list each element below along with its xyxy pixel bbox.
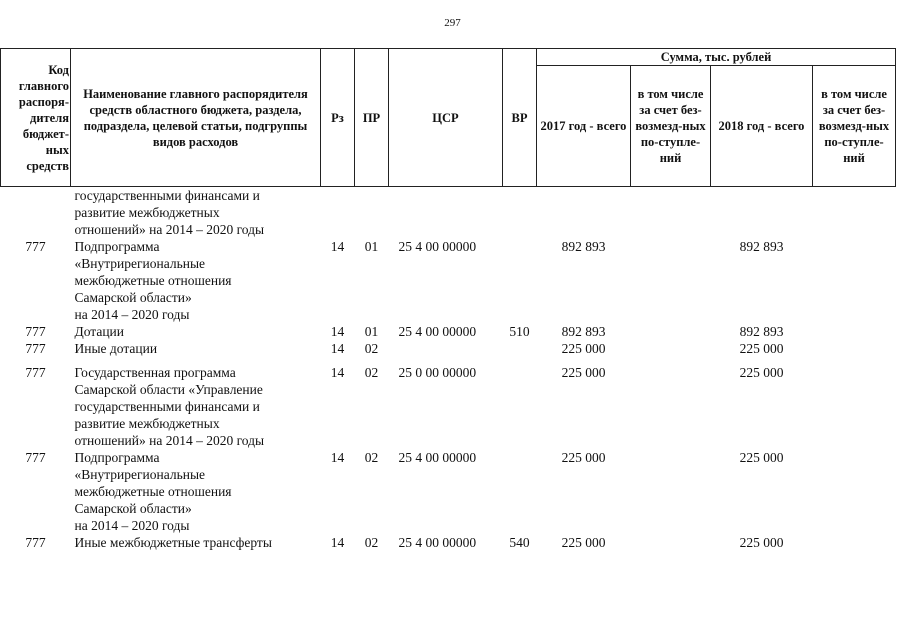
table-row	[1, 323, 896, 340]
cell-sum-2018: 225 000	[739, 450, 784, 465]
name-line: отношений» на 2014 – 2020 годы	[74, 222, 265, 237]
header-name: Наименование главного распорядителя средств областного бюджета, раздела, подраздела, целевой статьи, подгруппы видов расходов	[71, 49, 321, 187]
cell-incl-2018	[813, 238, 896, 323]
cell-vr: 540	[509, 535, 530, 550]
cell-name	[71, 534, 321, 551]
cell-code: 777	[25, 450, 46, 465]
header-csr: ЦСР	[389, 49, 503, 187]
header-vr: ВР	[503, 49, 537, 187]
table-row	[1, 340, 896, 357]
cell-code: 777	[25, 239, 46, 254]
cell-incl-2017	[631, 323, 711, 340]
cell-pr	[355, 187, 389, 239]
cell-pr: 02	[364, 365, 379, 380]
name-line: государственными финансами и	[74, 399, 260, 414]
cell-incl-2017	[631, 364, 711, 449]
table-body	[1, 187, 896, 552]
cell-incl-2018	[813, 323, 896, 340]
cell-incl-2018	[813, 340, 896, 357]
cell-csr: 25 4 00 00000	[398, 535, 477, 550]
table-header	[1, 49, 896, 187]
cell-csr: 25 4 00 00000	[398, 450, 477, 465]
budget-table	[0, 48, 896, 551]
cell-sum-2018: 892 893	[739, 324, 784, 339]
cell-incl-2017	[631, 340, 711, 357]
name-line: Иные дотации	[74, 341, 158, 356]
name-line: отношений» на 2014 – 2020 годы	[74, 433, 265, 448]
name-line: «Внутрирегиональные	[74, 256, 206, 271]
cell-incl-2017	[631, 238, 711, 323]
cell-code: 777	[25, 535, 46, 550]
cell-sum-2017: 225 000	[561, 341, 606, 356]
cell-incl-2017	[631, 187, 711, 239]
cell-rz: 14	[330, 365, 345, 380]
header-incl-2018: в том числе за счет без-возмезд-ных по-ступле-ний	[813, 66, 896, 187]
table-row	[1, 449, 896, 534]
name-line: межбюджетные отношения	[74, 484, 232, 499]
cell-csr	[389, 340, 503, 357]
header-sum-2017: 2017 год - всего	[537, 66, 631, 187]
cell-vr: 510	[509, 324, 530, 339]
name-line: Самарской области»	[74, 290, 192, 305]
cell-sum-2018	[711, 187, 813, 239]
header-rz: Рз	[321, 49, 355, 187]
cell-sum-2018: 225 000	[739, 535, 784, 550]
name-line: на 2014 – 2020 годы	[74, 518, 190, 533]
header-pr: ПР	[355, 49, 389, 187]
cell-incl-2017	[631, 534, 711, 551]
cell-sum-2018: 225 000	[739, 365, 784, 380]
cell-sum-2018: 892 893	[739, 239, 784, 254]
name-line: Подпрограмма	[74, 239, 160, 254]
cell-csr: 25 4 00 00000	[398, 239, 477, 254]
cell-pr: 02	[364, 535, 379, 550]
cell-sum-2017: 225 000	[561, 535, 606, 550]
table-row	[1, 534, 896, 551]
cell-code	[1, 187, 71, 239]
cell-vr	[503, 364, 537, 449]
header-code: Код главного распоря-дителя бюджет-ных средств	[1, 49, 71, 187]
cell-code: 777	[25, 365, 46, 380]
cell-name	[71, 340, 321, 357]
header-incl-2017: в том числе за счет без-возмезд-ных по-ступле-ний	[631, 66, 711, 187]
name-line: государственными финансами и	[74, 188, 260, 203]
table-row	[1, 364, 896, 449]
row-spacer	[1, 357, 896, 364]
cell-sum-2017	[537, 187, 631, 239]
cell-pr: 01	[364, 239, 379, 254]
cell-rz: 14	[330, 450, 345, 465]
table-row	[1, 187, 896, 239]
cell-csr: 25 0 00 00000	[398, 365, 477, 380]
cell-incl-2017	[631, 449, 711, 534]
name-line: Дотации	[74, 324, 125, 339]
cell-rz	[321, 187, 355, 239]
cell-rz: 14	[330, 341, 345, 356]
cell-sum-2017: 225 000	[561, 450, 606, 465]
cell-vr	[503, 449, 537, 534]
cell-sum-2017: 892 893	[561, 239, 606, 254]
cell-csr	[389, 187, 503, 239]
cell-pr: 02	[364, 450, 379, 465]
cell-name	[71, 187, 321, 239]
name-line: «Внутрирегиональные	[74, 467, 206, 482]
cell-rz: 14	[330, 324, 345, 339]
cell-incl-2018	[813, 534, 896, 551]
name-line: Иные межбюджетные трансферты	[74, 535, 272, 550]
cell-name	[71, 323, 321, 340]
cell-code: 777	[25, 341, 46, 356]
cell-incl-2018	[813, 364, 896, 449]
cell-vr	[503, 238, 537, 323]
name-line: Государственная программа	[74, 365, 236, 380]
name-line: Самарской области»	[74, 501, 192, 516]
cell-incl-2018	[813, 449, 896, 534]
cell-pr: 01	[364, 324, 379, 339]
row-spacer-cell	[1, 357, 896, 364]
name-line: межбюджетные отношения	[74, 273, 232, 288]
cell-incl-2018	[813, 187, 896, 239]
cell-csr: 25 4 00 00000	[398, 324, 477, 339]
cell-vr	[503, 340, 537, 357]
cell-code: 777	[25, 324, 46, 339]
table-row	[1, 238, 896, 323]
name-line: развитие межбюджетных	[74, 205, 220, 220]
cell-sum-2017: 892 893	[561, 324, 606, 339]
name-line: развитие межбюджетных	[74, 416, 220, 431]
cell-name	[71, 238, 321, 323]
cell-rz: 14	[330, 239, 345, 254]
name-line: на 2014 – 2020 годы	[74, 307, 190, 322]
cell-vr	[503, 187, 537, 239]
cell-name	[71, 449, 321, 534]
budget-table-container	[0, 48, 895, 551]
header-sum-group: Сумма, тыс. рублей	[537, 49, 896, 66]
cell-rz: 14	[330, 535, 345, 550]
name-line: Подпрограмма	[74, 450, 160, 465]
header-sum-2018: 2018 год - всего	[711, 66, 813, 187]
page-number: 297	[444, 17, 461, 29]
cell-name	[71, 364, 321, 449]
cell-sum-2018: 225 000	[739, 341, 784, 356]
cell-pr: 02	[364, 341, 379, 356]
name-line: Самарской области «Управление	[74, 382, 263, 397]
cell-sum-2017: 225 000	[561, 365, 606, 380]
